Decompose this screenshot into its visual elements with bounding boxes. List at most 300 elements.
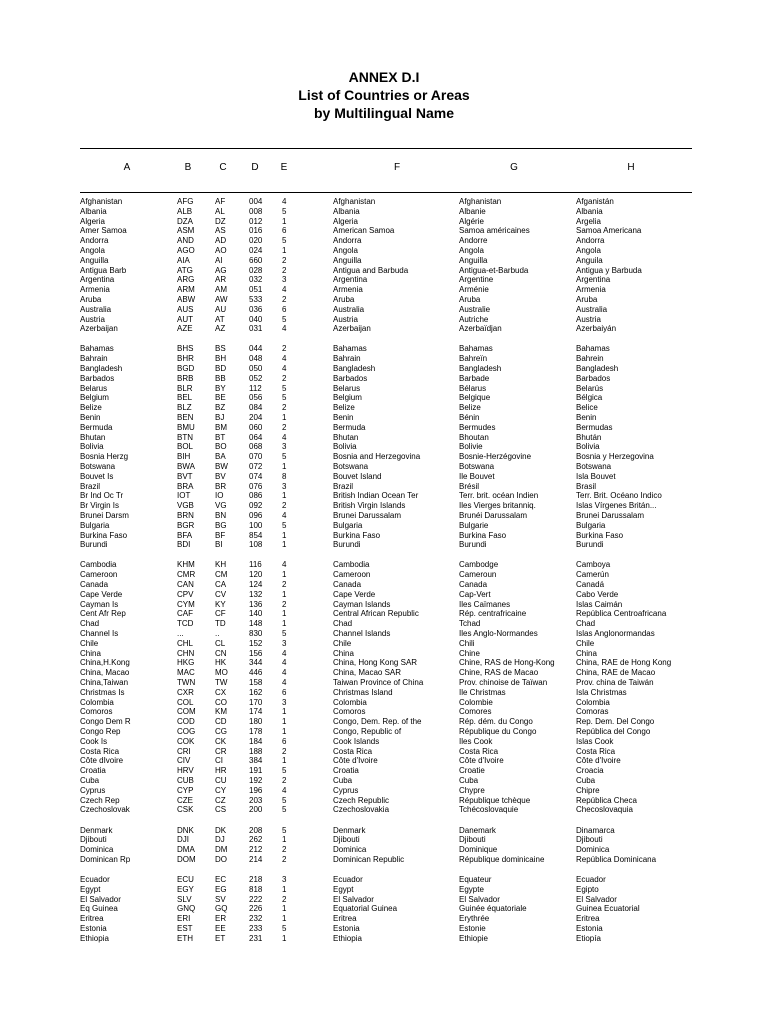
spanish-name-cell: Bulgaria [576, 520, 606, 530]
column-header-g: G [510, 162, 518, 173]
table-row [0, 285, 768, 295]
column-header-d: D [251, 162, 259, 173]
iso-alpha3-cell: BTN [177, 432, 193, 442]
iso-alpha3-cell: COD [177, 717, 195, 727]
english-name-cell: Brazil [333, 481, 354, 491]
region-code-cell: 4 [282, 658, 287, 668]
short-name-cell: Congo Dem R [80, 717, 131, 727]
letter-group [0, 875, 768, 944]
short-name-cell: China,H.Kong [80, 658, 130, 668]
iso-alpha2-cell: CS [215, 805, 227, 815]
french-name-cell: Barbade [459, 373, 490, 383]
english-name-cell: Albania [333, 206, 360, 216]
iso-alpha2-cell: BN [215, 511, 227, 520]
numeric-code-cell: 170 [249, 697, 263, 707]
table-row [0, 197, 768, 207]
column-header-row [0, 162, 768, 176]
iso-alpha3-cell: ALB [177, 206, 193, 216]
iso-alpha2-cell: CF [215, 609, 226, 619]
numeric-code-cell: 854 [249, 530, 263, 540]
english-name-cell: China, Hong Kong SAR [333, 658, 418, 668]
numeric-code-cell: 191 [249, 766, 263, 776]
english-name-cell: Czech Republic [333, 795, 390, 805]
iso-alpha2-cell: HK [215, 658, 227, 668]
region-code-cell: 1 [282, 727, 287, 737]
iso-alpha3-cell: BFA [177, 530, 193, 540]
spanish-name-cell: Chile [576, 638, 595, 648]
english-name-cell: Bouvet Island [333, 471, 382, 481]
spanish-name-cell: Dominica [576, 845, 610, 855]
column-header-b: B [184, 162, 192, 173]
iso-alpha3-cell: CZE [177, 795, 193, 805]
iso-alpha2-cell: AZ [215, 324, 226, 334]
english-name-cell: Croatia [333, 766, 359, 776]
spanish-name-cell: Aruba [576, 294, 598, 304]
french-name-cell: Bermudes [459, 422, 496, 432]
french-name-cell: Iles Vierges britanniq. [459, 501, 536, 511]
iso-alpha3-cell: BVT [177, 471, 193, 481]
region-code-cell: 3 [282, 275, 287, 285]
numeric-code-cell: 086 [249, 491, 263, 501]
english-name-cell: Czechoslovakia [333, 805, 390, 815]
english-name-cell: Brunei Darussalam [333, 511, 402, 520]
spanish-name-cell: Benin [576, 413, 597, 423]
table-row [0, 344, 768, 354]
table-row [0, 501, 768, 511]
letter-group [0, 826, 768, 865]
table-row [0, 639, 768, 649]
table-row [0, 413, 768, 423]
table-row [0, 462, 768, 472]
iso-alpha2-cell: BJ [215, 413, 225, 423]
iso-alpha2-cell: BH [215, 354, 227, 364]
iso-alpha3-cell: BGR [177, 520, 195, 530]
spanish-name-cell: Antigua y Barbuda [576, 265, 642, 275]
french-name-cell: Cap-Vert [459, 589, 491, 599]
french-name-cell: Bahreïn [459, 354, 488, 364]
table-row [0, 805, 768, 815]
short-name-cell: Canada [80, 580, 109, 590]
short-name-cell: Cape Verde [80, 589, 123, 599]
numeric-code-cell: 830 [249, 629, 263, 639]
numeric-code-cell: 222 [249, 894, 263, 904]
region-code-cell: 5 [282, 923, 287, 933]
french-name-cell: Iles Anglo-Normandes [459, 629, 538, 639]
short-name-cell: China [80, 648, 101, 658]
table-row [0, 452, 768, 462]
english-name-cell: Equatorial Guinea [333, 904, 398, 914]
region-code-cell: 5 [282, 629, 287, 639]
french-name-cell: Estonie [459, 923, 486, 933]
french-name-cell: Azerbaïdjan [459, 324, 502, 334]
spanish-name-cell: Rep. Dem. Del Congo [576, 717, 655, 727]
short-name-cell: Belize [80, 403, 102, 413]
column-header-e: E [280, 162, 288, 173]
short-name-cell: Bolivia [80, 442, 104, 452]
short-name-cell: Bosnia Herzg [80, 452, 129, 462]
french-name-cell: Autriche [459, 314, 489, 324]
iso-alpha3-cell: CHL [177, 638, 194, 648]
table-row [0, 727, 768, 737]
table-row [0, 521, 768, 531]
short-name-cell: Armenia [80, 285, 110, 295]
english-name-cell: Bahamas [333, 344, 367, 354]
english-name-cell: American Samoa [333, 226, 395, 236]
iso-alpha3-cell: DZA [177, 216, 193, 226]
spanish-name-cell: Burkina Faso [576, 530, 624, 540]
numeric-code-cell: 020 [249, 236, 263, 246]
region-code-cell: 1 [282, 835, 287, 845]
iso-alpha2-cell: TW [215, 678, 228, 688]
region-code-cell: 1 [282, 216, 287, 226]
numeric-code-cell: 203 [249, 795, 263, 805]
iso-alpha2-cell: BR [215, 481, 227, 491]
spanish-name-cell: Colombia [576, 697, 610, 707]
iso-alpha3-cell: ERI [177, 914, 191, 924]
french-name-cell: El Salvador [459, 894, 500, 904]
iso-alpha3-cell: BEL [177, 393, 193, 403]
french-name-cell: République du Congo [459, 727, 537, 737]
numeric-code-cell: 012 [249, 216, 263, 226]
title-line-3: by Multilingual Name [313, 105, 454, 121]
region-code-cell: 2 [282, 746, 287, 756]
english-name-cell: Bolivia [333, 442, 357, 452]
english-name-cell: Bhutan [333, 432, 359, 442]
iso-alpha2-cell: CN [215, 648, 227, 658]
iso-alpha3-cell: BOL [177, 442, 194, 452]
french-name-cell: Brunéi Darussalam [459, 511, 528, 520]
table-row [0, 629, 768, 639]
table-row [0, 236, 768, 246]
region-code-cell: 2 [282, 599, 287, 609]
iso-alpha2-cell: BD [215, 364, 227, 374]
french-name-cell: Arménie [459, 285, 489, 295]
region-code-cell: 2 [282, 776, 287, 786]
spanish-name-cell: Costa Rica [576, 746, 616, 756]
spanish-name-cell: Andorra [576, 236, 605, 246]
table-row [0, 737, 768, 747]
table-row [0, 295, 768, 305]
iso-alpha2-cell: CR [215, 746, 227, 756]
numeric-code-cell: 028 [249, 265, 263, 275]
short-name-cell: Algeria [80, 216, 105, 226]
short-name-cell: Br Ind Oc Tr [80, 491, 124, 501]
short-name-cell: Anguilla [80, 255, 109, 265]
short-name-cell: Eritrea [80, 914, 104, 924]
iso-alpha3-cell: COK [177, 736, 195, 746]
region-code-cell: 1 [282, 413, 287, 423]
table-row [0, 354, 768, 364]
spanish-name-cell: Belice [576, 403, 598, 413]
french-name-cell: Ile Bouvet [459, 471, 495, 481]
short-name-cell: Australia [80, 304, 112, 314]
iso-alpha2-cell: MO [215, 668, 228, 678]
region-code-cell: 1 [282, 540, 287, 550]
short-name-cell: Cambodia [80, 560, 117, 570]
iso-alpha2-cell: AT [215, 314, 225, 324]
region-code-cell: 5 [282, 520, 287, 530]
numeric-code-cell: 188 [249, 746, 263, 756]
english-name-cell: China [333, 648, 354, 658]
short-name-cell: Azerbaijan [80, 324, 118, 334]
numeric-code-cell: 108 [249, 540, 263, 550]
english-name-cell: Antigua and Barbuda [333, 265, 409, 275]
region-code-cell: 1 [282, 707, 287, 717]
spanish-name-cell: Barbados [576, 373, 611, 383]
french-name-cell: Ile Christmas [459, 687, 506, 697]
table-row [0, 590, 768, 600]
iso-alpha2-cell: BB [215, 373, 226, 383]
iso-alpha3-cell: BDI [177, 540, 191, 550]
numeric-code-cell: 148 [249, 619, 263, 629]
region-code-cell: 5 [282, 825, 287, 835]
table-row [0, 560, 768, 570]
region-code-cell: 2 [282, 294, 287, 304]
french-name-cell: Burundi [459, 540, 487, 550]
spanish-name-cell: Bhután [576, 432, 602, 442]
iso-alpha2-cell: CK [215, 736, 227, 746]
short-name-cell: Angola [80, 245, 105, 255]
region-code-cell: 5 [282, 236, 287, 246]
iso-alpha3-cell: BRN [177, 511, 194, 520]
table-row [0, 756, 768, 766]
spanish-name-cell: Cuba [576, 776, 596, 786]
table-row [0, 707, 768, 717]
header-bottom-rule [80, 192, 692, 193]
iso-alpha3-cell: KHM [177, 560, 195, 570]
spanish-name-cell: Guinea Ecuatorial [576, 904, 640, 914]
iso-alpha3-cell: AIA [177, 255, 190, 265]
iso-alpha3-cell: BHS [177, 344, 194, 354]
numeric-code-cell: 044 [249, 344, 263, 354]
iso-alpha3-cell: HRV [177, 766, 194, 776]
iso-alpha3-cell: BIH [177, 452, 191, 462]
table-row [0, 904, 768, 914]
french-name-cell: Belize [459, 403, 481, 413]
short-name-cell: Côte dIvoire [80, 756, 124, 766]
region-code-cell: 5 [282, 206, 287, 216]
region-code-cell: 1 [282, 884, 287, 894]
short-name-cell: Cuba [80, 776, 100, 786]
iso-alpha3-cell: SLV [177, 894, 192, 904]
english-name-cell: Cook Islands [333, 736, 380, 746]
english-name-cell: Burkina Faso [333, 530, 381, 540]
french-name-cell: Chine, RAS de Hong-Kong [459, 658, 555, 668]
iso-alpha3-cell: CUB [177, 776, 194, 786]
table-row [0, 934, 768, 944]
table-row [0, 688, 768, 698]
numeric-code-cell: 232 [249, 914, 263, 924]
short-name-cell: Bahamas [80, 344, 114, 354]
short-name-cell: Cent Afr Rep [80, 609, 126, 619]
english-name-cell: Azerbaijan [333, 324, 371, 334]
table-row [0, 914, 768, 924]
short-name-cell: Austria [80, 314, 105, 324]
english-name-cell: Channel Islands [333, 629, 391, 639]
iso-alpha2-cell: BY [215, 383, 226, 393]
iso-alpha2-cell: VG [215, 501, 227, 511]
french-name-cell: Iles Caïmanes [459, 599, 511, 609]
english-name-cell: Benin [333, 413, 354, 423]
english-name-cell: Côte d'Ivoire [333, 756, 378, 766]
english-name-cell: Argentina [333, 275, 368, 285]
english-name-cell: Denmark [333, 825, 366, 835]
table-row [0, 609, 768, 619]
french-name-cell: Angola [459, 245, 484, 255]
short-name-cell: Brunei Darsm [80, 511, 129, 520]
country-table [0, 197, 768, 954]
numeric-code-cell: 064 [249, 432, 263, 442]
french-name-cell: Equateur [459, 874, 492, 884]
french-name-cell: Rép. centrafricaine [459, 609, 527, 619]
french-name-cell: Botswana [459, 462, 495, 472]
numeric-code-cell: 120 [249, 570, 263, 580]
french-name-cell: Algérie [459, 216, 484, 226]
region-code-cell: 4 [282, 668, 287, 678]
numeric-code-cell: 100 [249, 520, 263, 530]
letter-group [0, 344, 768, 550]
annex-label: ANNEX D.I [348, 69, 420, 85]
iso-alpha2-cell: BW [215, 462, 228, 472]
iso-alpha2-cell: BT [215, 432, 226, 442]
region-code-cell: 6 [282, 687, 287, 697]
french-name-cell: Bahamas [459, 344, 493, 354]
short-name-cell: Dominica [80, 845, 114, 855]
region-code-cell: 1 [282, 904, 287, 914]
english-name-cell: British Indian Ocean Ter [333, 491, 419, 501]
spanish-name-cell: Azerbaiyán [576, 324, 617, 334]
short-name-cell: Croatia [80, 766, 106, 776]
short-name-cell: Burundi [80, 540, 108, 550]
iso-alpha2-cell: CY [215, 785, 227, 795]
iso-alpha2-cell: EE [215, 923, 226, 933]
english-name-cell: Afghanistan [333, 197, 376, 206]
table-row [0, 531, 768, 541]
iso-alpha3-cell: ETH [177, 933, 193, 943]
region-code-cell: 2 [282, 580, 287, 590]
spanish-name-cell: Chad [576, 619, 596, 629]
iso-alpha3-cell: AFG [177, 197, 194, 206]
iso-alpha3-cell: ATG [177, 265, 193, 275]
spanish-name-cell: Egipto [576, 884, 599, 894]
numeric-code-cell: 051 [249, 285, 263, 295]
iso-alpha3-cell: DJI [177, 835, 189, 845]
short-name-cell: Czechoslovak [80, 805, 130, 815]
spanish-name-cell: Angola [576, 245, 601, 255]
iso-alpha2-cell: BZ [215, 403, 226, 413]
short-name-cell: Burkina Faso [80, 530, 128, 540]
short-name-cell: Czech Rep [80, 795, 120, 805]
iso-alpha3-cell: ECU [177, 874, 194, 884]
iso-alpha3-cell: DMA [177, 845, 195, 855]
region-code-cell: 5 [282, 805, 287, 815]
iso-alpha3-cell: CIV [177, 756, 191, 766]
english-name-cell: Taiwan Province of China [333, 678, 424, 688]
short-name-cell: Botswana [80, 462, 116, 472]
numeric-code-cell: 214 [249, 854, 263, 864]
iso-alpha2-cell: CX [215, 687, 227, 697]
iso-alpha3-cell: BGD [177, 364, 195, 374]
spanish-name-cell: Prov. china de Taiwán [576, 678, 654, 688]
table-row [0, 511, 768, 521]
iso-alpha2-cell: CO [215, 697, 227, 707]
numeric-code-cell: 112 [249, 383, 262, 393]
spanish-name-cell: Canadá [576, 580, 605, 590]
short-name-cell: Barbados [80, 373, 115, 383]
region-code-cell: 1 [282, 245, 287, 255]
spanish-name-cell: Albania [576, 206, 603, 216]
short-name-cell: Djibouti [80, 835, 107, 845]
short-name-cell: China, Macao [80, 668, 130, 678]
table-row [0, 374, 768, 384]
table-row [0, 384, 768, 394]
numeric-code-cell: 262 [249, 835, 263, 845]
region-code-cell: 4 [282, 354, 287, 364]
english-name-cell: Belize [333, 403, 355, 413]
english-name-cell: Bermuda [333, 422, 366, 432]
numeric-code-cell: 084 [249, 403, 263, 413]
numeric-code-cell: 024 [249, 245, 263, 255]
title-line-2: List of Countries or Areas [298, 87, 470, 103]
french-name-cell: Iles Cook [459, 736, 493, 746]
english-name-cell: Botswana [333, 462, 369, 472]
spanish-name-cell: Bosnia y Herzegovina [576, 452, 654, 462]
region-code-cell: 3 [282, 481, 287, 491]
french-name-cell: Ethiopie [459, 933, 488, 943]
region-code-cell: 5 [282, 795, 287, 805]
iso-alpha3-cell: AGO [177, 245, 195, 255]
short-name-cell: Bahrain [80, 354, 108, 364]
region-code-cell: 6 [282, 304, 287, 314]
region-code-cell: 5 [282, 766, 287, 776]
iso-alpha2-cell: BI [215, 540, 223, 550]
french-name-cell: Erythrée [459, 914, 490, 924]
short-name-cell: Denmark [80, 825, 113, 835]
french-name-cell: Brésil [459, 481, 480, 491]
numeric-code-cell: 048 [249, 354, 263, 364]
iso-alpha2-cell: DZ [215, 216, 226, 226]
english-name-cell: Austria [333, 314, 358, 324]
spanish-name-cell: Croacia [576, 766, 604, 776]
region-code-cell: 4 [282, 432, 287, 442]
iso-alpha2-cell: CU [215, 776, 227, 786]
iso-alpha2-cell: DJ [215, 835, 225, 845]
numeric-code-cell: 178 [249, 727, 263, 737]
iso-alpha3-cell: ABW [177, 294, 196, 304]
region-code-cell: 5 [282, 452, 287, 462]
iso-alpha3-cell: IOT [177, 491, 191, 501]
numeric-code-cell: 196 [249, 785, 263, 795]
spanish-name-cell: Bahrein [576, 354, 604, 364]
iso-alpha2-cell: BG [215, 520, 227, 530]
table-row [0, 482, 768, 492]
english-name-cell: Comoros [333, 707, 366, 717]
numeric-code-cell: 074 [249, 471, 263, 481]
iso-alpha2-cell: TD [215, 619, 226, 629]
iso-alpha2-cell: BS [215, 344, 226, 354]
table-row [0, 875, 768, 885]
english-name-cell: Algeria [333, 216, 358, 226]
english-name-cell: Cape Verde [333, 589, 376, 599]
region-code-cell: 4 [282, 648, 287, 658]
spanish-name-cell: Bermudas [576, 422, 613, 432]
iso-alpha3-cell: ... [177, 629, 184, 639]
short-name-cell: Aruba [80, 294, 102, 304]
french-name-cell: Afghanistan [459, 197, 502, 206]
region-code-cell: 8 [282, 471, 287, 481]
region-code-cell: 1 [282, 589, 287, 599]
numeric-code-cell: 056 [249, 393, 263, 403]
